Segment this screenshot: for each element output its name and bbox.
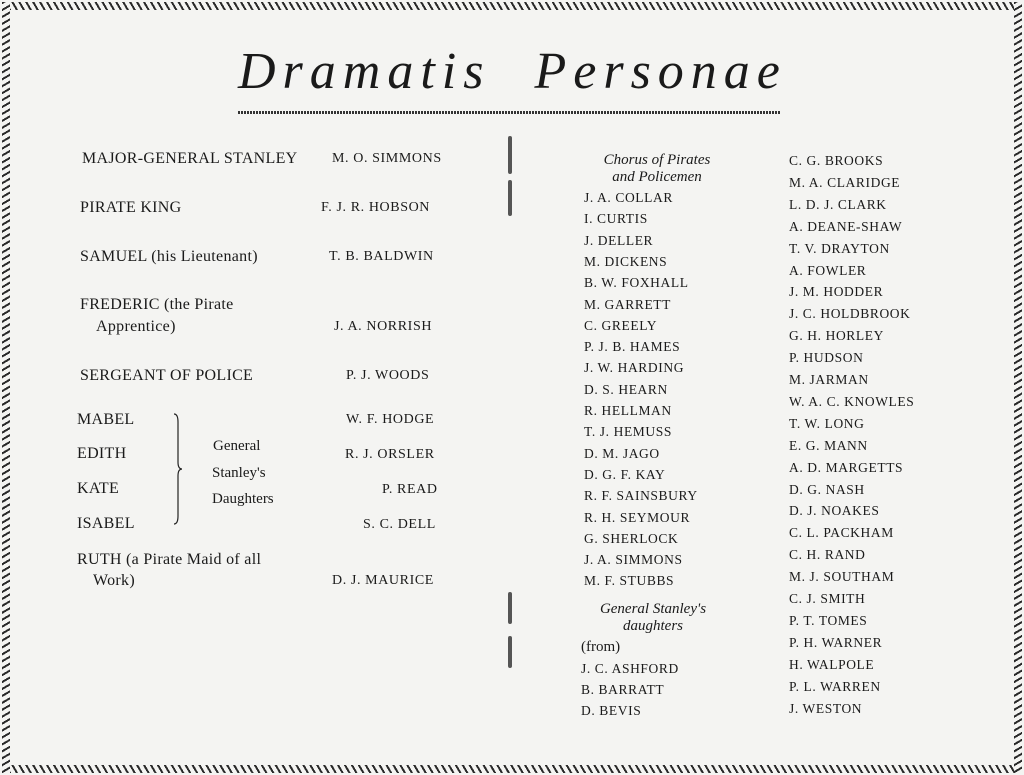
from-label: (from) bbox=[581, 639, 621, 655]
chorus-member-name: G. H. HORLEY bbox=[789, 328, 884, 344]
cast-role: Apprentice) bbox=[96, 318, 176, 335]
chorus-member-name: C. L. PACKHAM bbox=[789, 525, 894, 541]
rope-border-bottom bbox=[2, 765, 1022, 773]
chorus-member-name: P. J. B. HAMES bbox=[584, 339, 681, 355]
daughter-role: KATE bbox=[77, 480, 120, 497]
daughter-actor: R. J. ORSLER bbox=[345, 447, 435, 462]
cast-role: SAMUEL (his Lieutenant) bbox=[80, 248, 258, 265]
fold-mark bbox=[508, 180, 512, 216]
rope-border-left bbox=[2, 2, 10, 773]
chorus-member-name: C. GREELY bbox=[584, 317, 658, 333]
chorus-member-name: C. J. SMITH bbox=[789, 591, 866, 606]
title-word-2: Personae bbox=[534, 43, 787, 100]
cast-actor: T. B. BALDWIN bbox=[329, 249, 434, 264]
chorus-member-name: C. H. RAND bbox=[789, 547, 866, 563]
chorus-member-name: W. A. C. KNOWLES bbox=[789, 393, 915, 409]
chorus-member-name: J. A. COLLAR bbox=[584, 190, 673, 205]
chorus-member-name: A. FOWLER bbox=[789, 262, 867, 278]
rope-border-right bbox=[1014, 2, 1022, 773]
chorus-heading-line: Chorus of Pirates bbox=[603, 152, 711, 168]
chorus-member-name: J. A. SIMMONS bbox=[584, 552, 683, 568]
chorus-member-name: M. J. SOUTHAM bbox=[789, 569, 895, 585]
cast-actor: M. O. SIMMONS bbox=[332, 151, 442, 166]
chorus-member-name: L. D. J. CLARK bbox=[789, 196, 887, 212]
chorus-member-name: J. W. HARDING bbox=[584, 360, 685, 376]
chorus-member-name: D. J. NOAKES bbox=[789, 503, 880, 519]
title-underline bbox=[238, 111, 780, 114]
chorus-member-name: R. F. SAINSBURY bbox=[584, 488, 698, 504]
cast-role: MAJOR-GENERAL STANLEY bbox=[82, 150, 298, 167]
chorus-member-name: M. JARMAN bbox=[789, 372, 869, 387]
cast-role: PIRATE KING bbox=[80, 199, 182, 216]
chorus-member-name: T. J. HEMUSS bbox=[584, 424, 672, 440]
chorus-member-name: T. W. LONG bbox=[789, 415, 865, 431]
group-label: Daughters bbox=[212, 491, 274, 507]
chorus-member-name: D. M. JAGO bbox=[584, 445, 660, 461]
group-label: General bbox=[213, 438, 261, 454]
chorus-member-name: D. G. F. KAY bbox=[584, 466, 666, 482]
chorus-member-name: P. T. TOMES bbox=[789, 612, 868, 628]
chorus-member-name: M. DICKENS bbox=[584, 253, 668, 269]
cast-actor: F. J. R. HOBSON bbox=[321, 200, 431, 215]
chorus-member-name: R. H. SEYMOUR bbox=[584, 509, 691, 525]
chorus-member-name: T. V. DRAYTON bbox=[789, 240, 890, 256]
chorus-member-name: D. G. NASH bbox=[789, 481, 865, 497]
chorus-member-name: D. S. HEARN bbox=[584, 381, 668, 397]
chorus-member-name: E. G. MANN bbox=[789, 437, 868, 453]
cast-role: SERGEANT OF POLICE bbox=[80, 367, 254, 384]
cast-actor: D. J. MAURICE bbox=[332, 573, 434, 588]
cast-role: Work) bbox=[93, 572, 135, 589]
daughters-heading-line: daughters bbox=[623, 618, 683, 634]
chorus-member-name: A. D. MARGETTS bbox=[789, 459, 904, 475]
chorus-member-name: J. M. HODDER bbox=[789, 284, 884, 300]
daughter-actor: W. F. HODGE bbox=[346, 412, 435, 427]
group-label: Stanley's bbox=[212, 465, 266, 481]
chorus-heading-line: and Policemen bbox=[612, 169, 702, 185]
chorus-member-name: P. L. WARREN bbox=[789, 678, 881, 694]
daughter-actor: S. C. DELL bbox=[363, 517, 436, 532]
title-word-1: Dramatis bbox=[238, 43, 491, 100]
chorus-member-name: J. WESTON bbox=[789, 700, 863, 716]
chorus-heading bbox=[572, 152, 742, 186]
chorus-member-name: P. HUDSON bbox=[789, 350, 864, 366]
daughters-chorus-heading bbox=[568, 601, 738, 635]
chorus-member-name: C. G. BROOKS bbox=[789, 153, 884, 168]
fold-mark bbox=[508, 136, 512, 174]
fold-mark bbox=[508, 636, 512, 668]
chorus-member-name: B. W. FOXHALL bbox=[584, 275, 689, 291]
chorus-member-name: J. DELLER bbox=[584, 232, 654, 248]
brace-symbol bbox=[172, 412, 182, 526]
chorus-member-name: M. GARRETT bbox=[584, 296, 671, 312]
chorus-member-name: A. DEANE-SHAW bbox=[789, 218, 903, 234]
chorus-member-name: P. H. WARNER bbox=[789, 634, 883, 650]
cast-actor: J. A. NORRISH bbox=[334, 319, 433, 334]
chorus-member-name: J. C. HOLDBROOK bbox=[789, 306, 911, 322]
chorus-member-name: M. A. CLARIDGE bbox=[789, 174, 901, 190]
daughter-role: MABEL bbox=[77, 411, 135, 428]
daughter-actor: P. READ bbox=[382, 482, 438, 497]
chorus-member-name: H. WALPOLE bbox=[789, 656, 875, 672]
page-title bbox=[238, 42, 786, 106]
chorus-member-name: D. BEVIS bbox=[581, 703, 642, 718]
fold-mark bbox=[508, 592, 512, 624]
chorus-member-name: J. C. ASHFORD bbox=[581, 661, 679, 676]
chorus-member-name: B. BARRATT bbox=[581, 682, 665, 697]
chorus-member-name: R. HELLMAN bbox=[584, 403, 672, 418]
cast-role: RUTH (a Pirate Maid of all bbox=[77, 551, 262, 568]
chorus-member-name: G. SHERLOCK bbox=[584, 530, 679, 546]
cast-role: FREDERIC (the Pirate bbox=[80, 296, 234, 313]
chorus-member-name: I. CURTIS bbox=[584, 211, 648, 227]
cast-actor: P. J. WOODS bbox=[346, 368, 430, 383]
daughters-heading-line: General Stanley's bbox=[599, 601, 707, 617]
daughter-role: EDITH bbox=[77, 445, 127, 462]
daughter-role: ISABEL bbox=[77, 515, 135, 532]
rope-border-top bbox=[2, 2, 1022, 10]
chorus-member-name: M. F. STUBBS bbox=[584, 573, 675, 589]
